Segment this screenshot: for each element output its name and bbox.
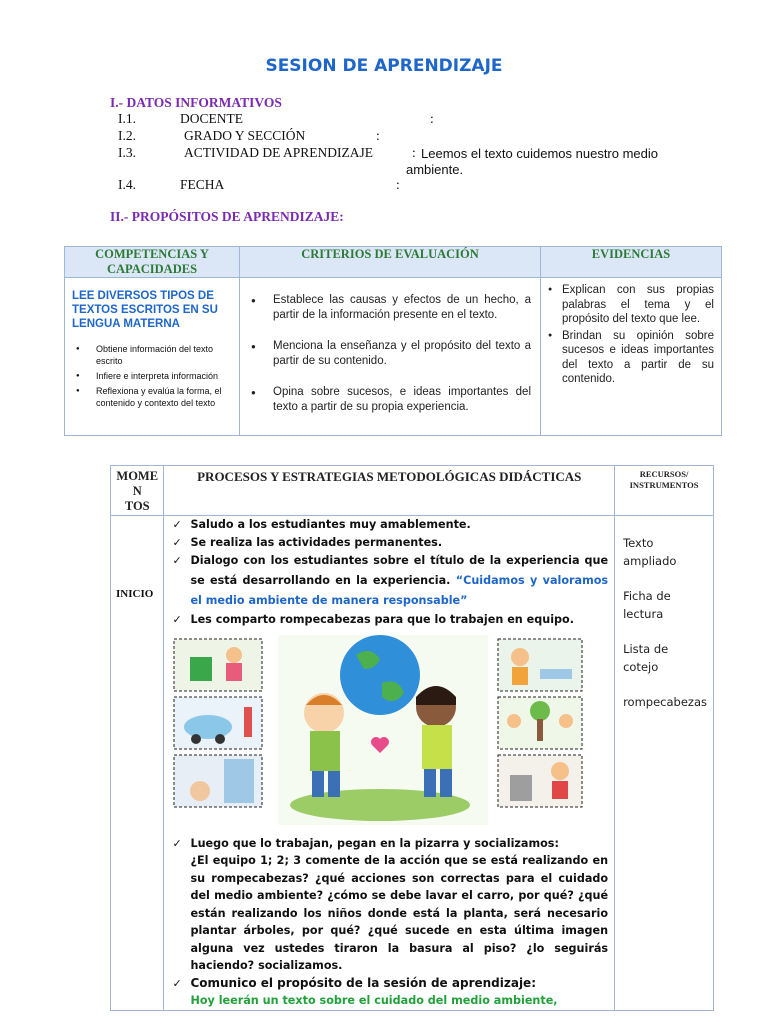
check-icon: ✓	[172, 976, 182, 990]
criterio-item: ● Menciona la enseñanza y el propósito del texto a partir de su contenido.	[251, 339, 531, 369]
momento-inicio: INICIO	[116, 588, 154, 600]
header-momentos	[111, 466, 164, 516]
proceso-body: ¿El equipo 1; 2; 3 comente de la acción que se está realizando en su rompecabezas? ¿qué acciones son correctas para el cuidado del medio ambiente? ¿cómo se debe lavar el carro, por qué? ¿qué están realizando los niños donde está la planta, será necesario plantar árboles, por qué? ¿qué sucede en esta última imagen alguna vez ustedes tiraron la basura al piso? ¿lo seguirás haciendo? socializamos.	[190, 854, 609, 972]
capacidad-item: ● Infiere e interpreta información	[74, 370, 238, 382]
procesos-cell	[164, 516, 615, 1011]
header-competencias: COMPETENCIAS Y CAPACIDADES	[65, 247, 240, 278]
procesos-list	[168, 516, 608, 629]
datos-num: I.2.	[118, 128, 136, 143]
criterio-item: ● Establece las causas y efectos de un hecho, a partir de la información presente en el texto.	[251, 293, 531, 323]
recurso-item: Lista de cotejo	[623, 642, 669, 674]
proceso-text: Comunico el propósito de la sesión de aprendizaje:	[190, 975, 536, 990]
recurso-item: Ficha de lectura	[623, 589, 671, 621]
datos-sep: :	[430, 111, 434, 126]
proceso-text: Saludo a los estudiantes muy amablemente.	[190, 518, 471, 531]
capacidad-item: ● Reflexiona y evalúa la forma, el contenido y contexto del texto	[74, 385, 238, 409]
evidencias-cell	[541, 278, 722, 436]
proceso-item	[168, 611, 608, 629]
planting-card	[498, 697, 582, 749]
washing-hands-card	[498, 639, 582, 691]
proceso-item	[168, 551, 608, 611]
datos-sep: :	[376, 128, 380, 143]
section2-heading: II.- PROPÓSITOS DE APRENDIZAJE:	[110, 209, 344, 224]
datos-num: I.1.	[118, 111, 136, 126]
check-icon: ✓	[172, 554, 182, 567]
procesos-table	[110, 465, 714, 1011]
check-icon: ✓	[172, 613, 182, 626]
datos-label: ACTIVIDAD DE APRENDIZAJE	[184, 145, 373, 160]
litter-card	[498, 755, 582, 807]
competencias-cell	[65, 278, 240, 436]
capacidades-list	[66, 343, 238, 409]
criterio-item: ● Opina sobre sucesos, e ideas importantes del texto a partir de su propia experiencia.	[251, 385, 531, 415]
check-icon: ✓	[172, 836, 182, 850]
proceso-item	[168, 835, 608, 853]
proposito-text: Hoy leerán un texto sobre el cuidado del medio ambiente,	[190, 994, 558, 1007]
check-icon: ✓	[172, 535, 182, 549]
header-momentos-line: N	[132, 484, 142, 498]
actividad-value-cont: ambiente.	[406, 162, 464, 177]
recurso-item: rompecabezas	[623, 695, 707, 709]
evidencia-item: ● Explican con sus propias palabras el tema y el propósito del texto que lee.	[546, 283, 714, 327]
header-momentos-line: TOS	[124, 499, 150, 513]
datos-sep: :	[412, 145, 416, 160]
proceso-text: Les comparto rompecabezas para que lo trabajen en equipo.	[190, 613, 574, 626]
competencia-title: LEE DIVERSOS TIPOS DE TEXTOS ESCRITOS EN SU LENGUA MATERNA	[72, 290, 218, 330]
proceso-item	[168, 516, 608, 534]
check-icon: ✓	[172, 518, 182, 531]
page-title: SESION DE APRENDIZAJE	[265, 56, 503, 76]
datos-label: DOCENTE	[180, 111, 243, 126]
proceso-item	[168, 534, 608, 552]
datos-label: FECHA	[180, 177, 225, 192]
criterios-list	[241, 293, 539, 415]
capacidad-item: ● Obtiene información del texto escrito	[74, 343, 238, 367]
earth-kids-illustration	[168, 635, 584, 825]
propositos-table	[64, 246, 722, 436]
earth-kids	[278, 635, 488, 825]
car-wash-card	[174, 697, 262, 749]
proceso-item	[168, 975, 608, 993]
momento-cell	[111, 516, 164, 1011]
recursos-cell	[615, 516, 714, 1011]
proceso-text: Luego que lo trabajan, pegan en la pizarra y socializamos:	[190, 836, 559, 850]
criterios-cell	[240, 278, 541, 436]
section1-heading: I.- DATOS INFORMATIVOS	[110, 95, 282, 110]
header-momentos-line: MOME	[116, 469, 159, 483]
header-evidencias: EVIDENCIAS	[541, 247, 722, 278]
datos-num: I.3.	[118, 145, 136, 160]
header-recursos: RECURSOS/ INSTRUMENTOS	[615, 466, 714, 516]
datos-label: GRADO Y SECCIÓN	[184, 128, 306, 143]
recycling-card	[174, 639, 262, 691]
datos-sep: :	[396, 177, 400, 192]
rompecabezas-illustration	[168, 635, 608, 825]
faucet-card	[174, 755, 262, 807]
header-procesos: PROCESOS Y ESTRATEGIAS METODOLÓGICAS DIDÁCTICAS	[164, 466, 615, 516]
recurso-item: Texto ampliado	[623, 536, 677, 568]
proceso-text: Dialogo con los estudiantes sobre el título de la experiencia que se está desarrollando en la experiencia.	[190, 554, 609, 587]
evidencia-item: ● Brindan su opinión sobre sucesos e ideas importantes del texto a partir de su contenido.	[546, 329, 714, 387]
proceso-text: Se realiza las actividades permanentes.	[190, 535, 443, 549]
header-criterios: CRITERIOS DE EVALUACIÓN	[240, 247, 541, 278]
actividad-value: Leemos el texto cuidemos nuestro medio	[421, 146, 659, 161]
datos-num: I.4.	[118, 177, 136, 192]
evidencias-list	[542, 283, 720, 387]
procesos-list-2	[168, 835, 608, 1010]
experiencia-title: “Cuidamos y valoramos el medio ambiente de manera responsable”	[190, 574, 609, 607]
